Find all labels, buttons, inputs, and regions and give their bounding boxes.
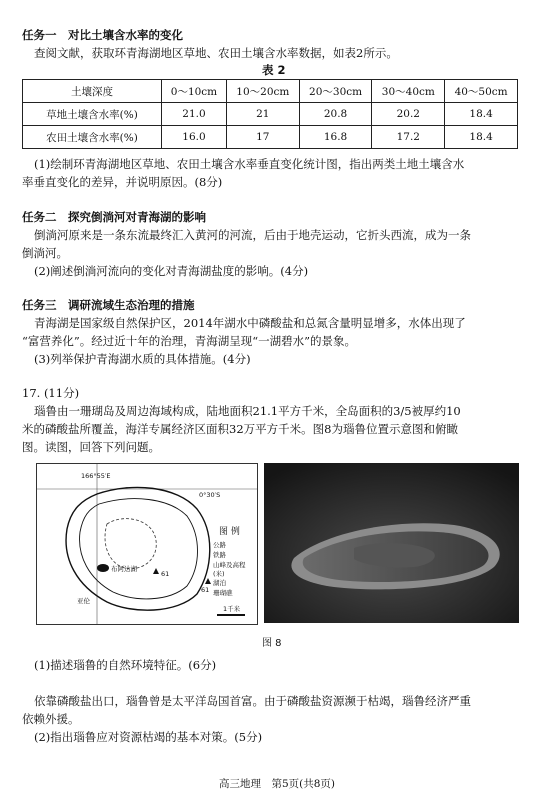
task3-question: (3)列举保护青海湖水质的具体措施。(4分) <box>34 352 251 366</box>
q17-text-line2: 米的磷酸盐所覆盖，海洋专属经济区面积32万平方千米。图8为瑙鲁位置示意图和俯瞰 <box>22 422 458 436</box>
q17-question1: (1)描述瑙鲁的自然环境特征。(6分) <box>34 658 217 672</box>
q17-question2: (2)指出瑙鲁应对资源枯竭的基本对策。(5分) <box>34 730 263 744</box>
task3-text-line2: “富营养化”。经过近十年的治理，青海湖呈现“一湖碧水”的景象。 <box>22 334 357 348</box>
q17-text-line3: 图。读图，回答下列问题。 <box>22 440 160 454</box>
legend-item: 公路 <box>213 541 226 549</box>
table-cell: 21 <box>226 103 299 126</box>
table-cell: 17.2 <box>372 126 445 149</box>
table-cell: 20.2 <box>372 103 445 126</box>
table-title: 表 2 <box>262 63 286 77</box>
table-row <box>23 103 518 126</box>
legend-title: 图 例 <box>219 527 240 537</box>
q17-text2-line1: 依靠磷酸盐出口，瑙鲁曾是太平洋岛国首富。由于磷酸盐资源濒于枯竭，瑙鲁经济严重 <box>34 694 471 708</box>
legend-item: 铁路 <box>213 551 226 559</box>
table-cell: 21.0 <box>162 103 227 126</box>
longitude-label: 166°55′E <box>81 472 111 480</box>
task1-question-line1: (1)绘制环青海湖地区草地、农田土壤含水率垂直变化统计图，指出两类土地土壤含水 <box>34 157 465 171</box>
nauru-location-map <box>36 463 258 625</box>
task3-text-line1: 青海湖是国家级自然保护区，2014年湖水中磷酸盐和总氮含量明显增多，水体出现了 <box>34 316 466 330</box>
peak-label-2: 61 <box>201 586 210 594</box>
task3-heading: 任务三 调研流域生态治理的措施 <box>22 298 195 312</box>
task2-text-line1: 倒淌河原来是一条东流最终汇入黄河的河流，后由于地壳运动，它折头西流，成为一条 <box>34 228 471 242</box>
task1-question-line2: 率垂直变化的差异，并说明原因。(8分) <box>22 175 223 189</box>
aerial-island-illustration <box>264 463 519 623</box>
lake-label: 布阿达湖 <box>111 565 137 573</box>
q17-text2-line2: 依赖外援。 <box>22 712 80 726</box>
page-footer: 高三地理 第5页(共8页) <box>218 778 336 790</box>
table-header-cell: 20～30cm <box>299 80 372 103</box>
table-header-cell: 30～40cm <box>372 80 445 103</box>
nauru-aerial-image <box>264 463 519 623</box>
scale-label: 1千米 <box>223 605 241 613</box>
table-cell: 16.8 <box>299 126 372 149</box>
task2-text-line2: 倒淌河。 <box>22 246 68 260</box>
task2-question: (2)阐述倒淌河流向的变化对青海湖盐度的影响。(4分) <box>34 264 309 278</box>
table-cell: 16.0 <box>162 126 227 149</box>
legend-item: 湖泊 <box>213 579 226 587</box>
task1-intro: 查阅文献，获取环青海湖地区草地、农田土壤含水率数据，如表2所示。 <box>34 46 398 60</box>
q17-text-line1: 瑙鲁由一珊瑚岛及周边海域构成，陆地面积21.1平方千米，全岛面积的3/5被厚约10 <box>34 404 461 418</box>
table-cell: 农田土壤含水率(%) <box>23 126 162 149</box>
table-cell: 18.4 <box>445 103 518 126</box>
peak-label: 61 <box>161 570 170 578</box>
table-cell: 18.4 <box>445 126 518 149</box>
place-label: 亚伦 <box>77 597 90 605</box>
table-header-cell: 10～20cm <box>226 80 299 103</box>
table-cell: 20.8 <box>299 103 372 126</box>
task1-heading: 任务一 对比土壤含水率的变化 <box>22 28 183 42</box>
table-cell: 草地土壤含水率(%) <box>23 103 162 126</box>
table-row <box>23 126 518 149</box>
table-header-cell: 0～10cm <box>162 80 227 103</box>
soil-moisture-table <box>22 79 518 149</box>
legend-item: 珊瑚礁 <box>213 589 233 597</box>
latitude-label: 0°30′S <box>199 491 221 499</box>
q17-number: 17. (11分) <box>22 386 80 400</box>
table-header-row <box>23 80 518 103</box>
table-cell: 17 <box>226 126 299 149</box>
table-header-cell: 40～50cm <box>445 80 518 103</box>
table-header-cell: 土壤深度 <box>23 80 162 103</box>
figure-caption: 图 8 <box>262 638 282 649</box>
legend-item: 山峰及高程(米) <box>213 561 246 578</box>
task2-heading: 任务二 探究倒淌河对青海湖的影响 <box>22 210 206 224</box>
